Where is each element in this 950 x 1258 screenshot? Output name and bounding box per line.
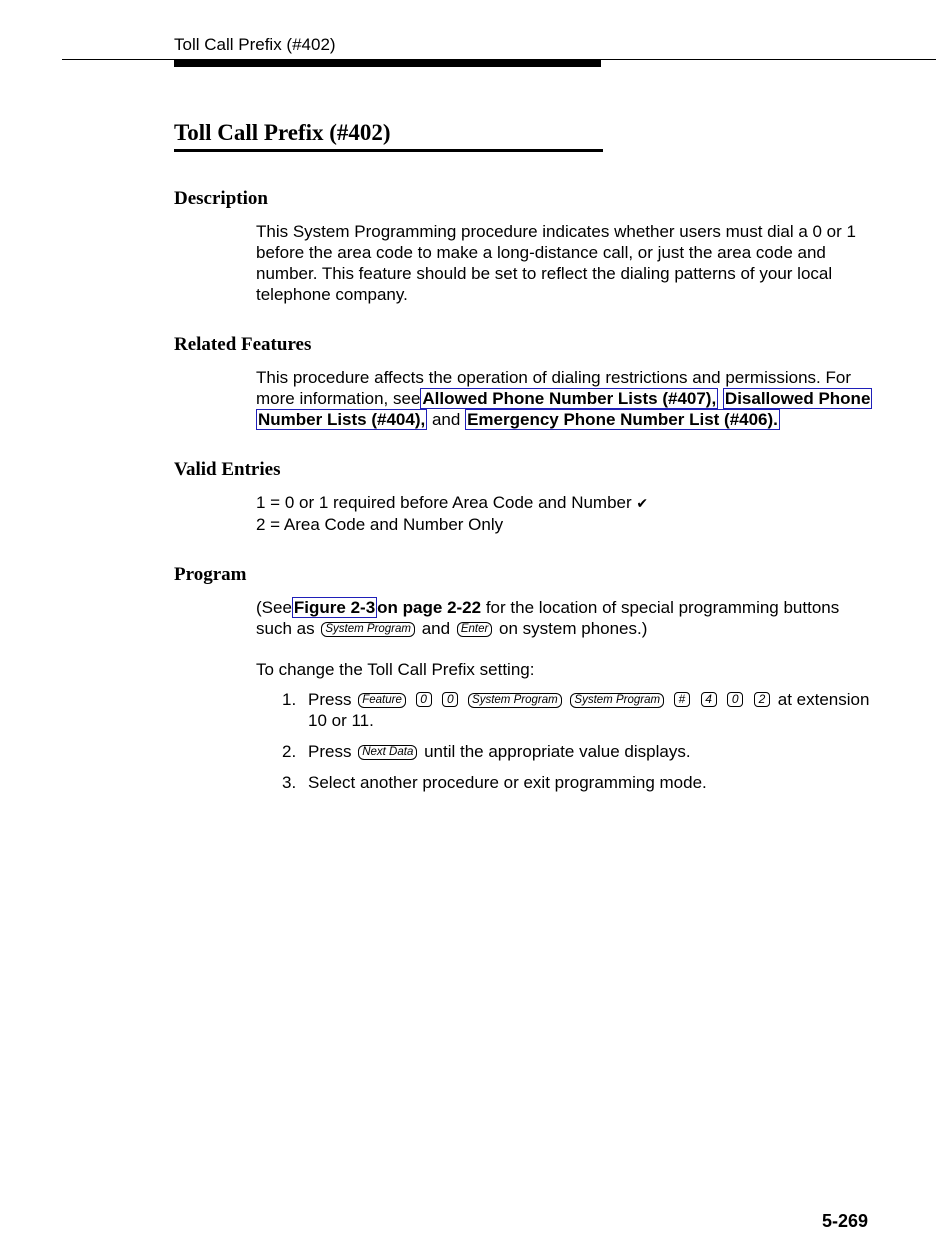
program-body bbox=[256, 597, 876, 680]
header-bar bbox=[174, 60, 601, 67]
program-heading: Program bbox=[174, 564, 247, 585]
see-and: and bbox=[421, 619, 451, 638]
next-data-key: Next Data bbox=[358, 745, 417, 760]
description-heading: Description bbox=[174, 188, 268, 209]
step-1 bbox=[282, 689, 876, 731]
step-2-number: 2. bbox=[282, 742, 297, 761]
figure-link[interactable]: Figure 2-3 bbox=[293, 598, 376, 617]
pound-key: # bbox=[674, 692, 690, 707]
digit-4-key: 4 bbox=[701, 692, 717, 707]
change-intro: To change the Toll Call Prefix setting: bbox=[256, 660, 535, 679]
step-1-number: 1. bbox=[282, 690, 297, 709]
description-body bbox=[256, 221, 876, 305]
digit-0-key: 0 bbox=[442, 692, 458, 707]
title-rule bbox=[174, 149, 603, 152]
page-number: 5-269 bbox=[821, 1211, 868, 1231]
program-steps bbox=[282, 689, 876, 803]
running-header: Toll Call Prefix (#402) bbox=[174, 35, 336, 54]
digit-2-key: 2 bbox=[754, 692, 770, 707]
system-program-key: System Program bbox=[468, 693, 562, 708]
related-features-body bbox=[256, 367, 876, 430]
valid-entries-heading: Valid Entries bbox=[174, 459, 281, 480]
step-1-end: at extension 10 or 11. bbox=[308, 690, 870, 730]
entry-1: 1 = 0 or 1 required before Area Code and Number bbox=[256, 493, 632, 512]
step-3-text: Select another procedure or exit programming mode. bbox=[308, 773, 707, 792]
step-3-number: 3. bbox=[282, 773, 297, 792]
related-intro: This procedure affects the operation of dialing restrictions and permissions. For more information, see bbox=[256, 368, 851, 408]
system-program-key: System Program bbox=[321, 622, 415, 637]
allowed-lists-link[interactable]: Allowed Phone Number Lists (#407), bbox=[422, 389, 717, 408]
feature-key: Feature bbox=[358, 693, 406, 708]
step-2-end: until the appropriate value displays. bbox=[424, 742, 691, 761]
see-rest: for the location of special programming buttons such as bbox=[256, 598, 840, 638]
enter-key: Enter bbox=[457, 622, 493, 637]
see-end: on system phones.) bbox=[499, 619, 648, 638]
on-page: on page 2-22 bbox=[377, 598, 482, 617]
system-program-key: System Program bbox=[570, 693, 664, 708]
digit-0-key: 0 bbox=[727, 692, 743, 707]
digit-0-key: 0 bbox=[416, 692, 432, 707]
emergency-list-link[interactable]: Emergency Phone Number List (#406). bbox=[467, 410, 778, 429]
valid-entries-body bbox=[256, 492, 876, 535]
step-3 bbox=[282, 772, 876, 793]
page-title: Toll Call Prefix (#402) bbox=[174, 120, 391, 145]
entry-2: 2 = Area Code and Number Only bbox=[256, 515, 504, 534]
step-2-press: Press bbox=[308, 742, 352, 761]
related-features-heading: Related Features bbox=[174, 334, 312, 355]
related-and: and bbox=[431, 410, 461, 429]
description-text: This System Programming procedure indicates whether users must dial a 0 or 1 before the area code to make a long-distance call, or just the area code and number. This feature should be set to reflect the dialing patterns of your local telephone company. bbox=[256, 222, 856, 304]
disallowed-lists-link[interactable]: Disallowed Phone Number Lists (#404), bbox=[258, 389, 871, 429]
see-open: (See bbox=[256, 598, 292, 617]
step-2 bbox=[282, 741, 876, 762]
default-check-icon: ✔ bbox=[636, 495, 649, 511]
step-1-press: Press bbox=[308, 690, 352, 709]
